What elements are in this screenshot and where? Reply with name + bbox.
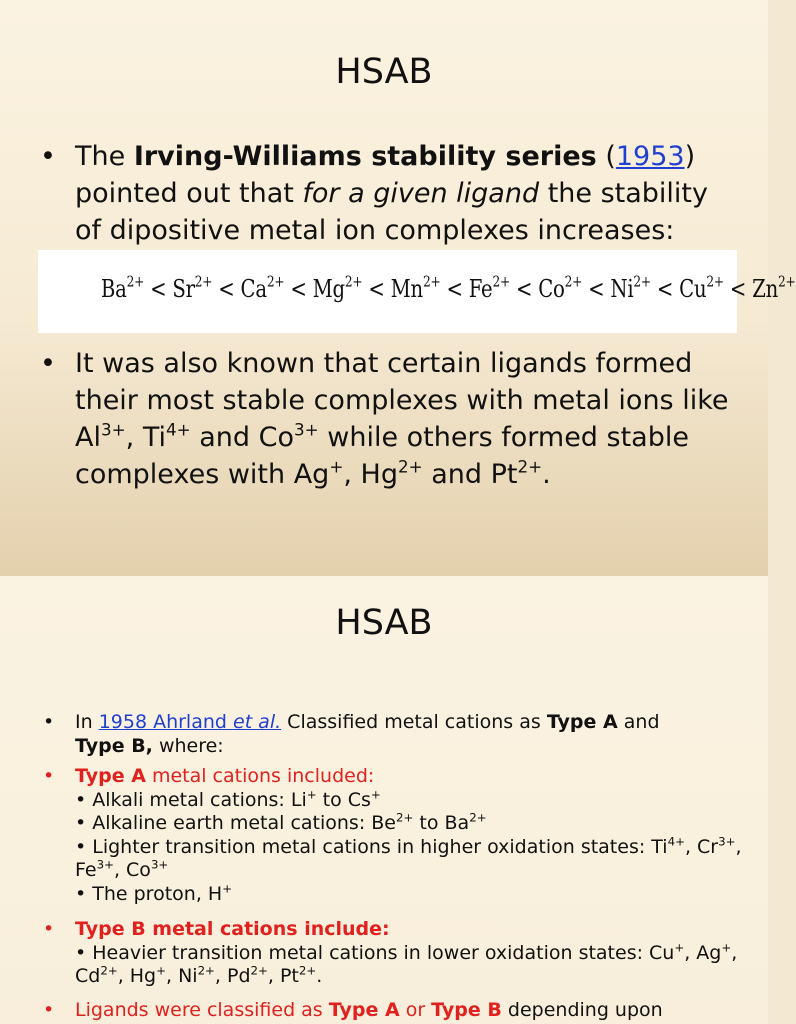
text-run: , Hg [117, 965, 157, 987]
text-run: • The proton, H [75, 882, 223, 905]
less-than-sign: < [144, 275, 173, 303]
series-ion-cu: Cu [679, 275, 707, 303]
series-ion-sr: Sr [172, 275, 195, 303]
charge-superscript: 2+ [517, 456, 543, 477]
series-ion-ca: Ca [240, 275, 267, 303]
charge-superscript: 2+ [100, 963, 118, 978]
series-ion-mg: Mg [312, 275, 345, 303]
bullet-marker: • [43, 999, 55, 1021]
text-run: or [399, 999, 432, 1021]
bullet-marker: • [43, 765, 55, 787]
charge-superscript: + [721, 940, 732, 955]
type-b-bullet [43, 918, 743, 989]
charge-superscript: 2+ [633, 272, 651, 291]
text-run: ( [596, 141, 616, 172]
charge-superscript: 2+ [396, 810, 414, 825]
charge-superscript: 2+ [344, 272, 363, 291]
less-than-sign: < [284, 275, 313, 303]
charge-superscript: 3+ [294, 419, 319, 440]
series-ion-mn: Mn [390, 275, 423, 303]
bold-term: Type A [546, 711, 618, 733]
text-run: • Alkali metal cations: Li [75, 788, 307, 811]
text-run: , Pt [267, 965, 299, 987]
irving-williams-bullet [40, 138, 730, 249]
year-1953-link[interactable]: 1953 [615, 141, 685, 172]
bold-term: Irving-Williams stability series [133, 141, 597, 172]
text-run: , Pd [214, 965, 251, 987]
charge-superscript: 3+ [718, 834, 736, 849]
charge-superscript: 2+ [397, 456, 423, 477]
text-run: , Ni [165, 965, 198, 987]
charge-superscript: + [222, 881, 233, 896]
text-run: , Hg [343, 459, 398, 490]
text-run: and [617, 711, 660, 733]
bullet-text [75, 138, 730, 249]
text-run: . [542, 459, 551, 490]
text-run: , Ti [125, 422, 166, 453]
bullet-marker: • [40, 348, 56, 379]
bold-term: Type B, [75, 734, 153, 757]
sub-item-alkaline-earth [75, 812, 743, 836]
charge-superscript: 2+ [564, 272, 583, 291]
series-ion-zn: Zn [752, 275, 779, 303]
series-ion-ni: Ni [610, 275, 634, 303]
charge-superscript: 2+ [469, 810, 487, 825]
text-run: , Co [113, 859, 151, 881]
text-run: metal cations included: [145, 765, 375, 787]
ligand-preference-bullet [40, 345, 730, 493]
text-run: to Cs [316, 788, 371, 811]
bold-term: Type A [75, 765, 146, 787]
link-text[interactable]: 1958 Ahrland [98, 711, 233, 733]
text-run: Classified metal cations as [281, 711, 547, 733]
ahrland-1958-link[interactable] [99, 711, 281, 733]
text-run: depending upon [501, 999, 663, 1021]
less-than-sign: < [509, 275, 539, 303]
text-run: , Cr [684, 835, 719, 858]
sub-item-light-transition [75, 836, 743, 883]
text-run: pointed out that [75, 178, 303, 209]
ligand-classification-bullet [43, 999, 743, 1023]
stability-series-image [38, 250, 796, 333]
link-text-italic[interactable]: et al. [233, 711, 282, 733]
charge-superscript: 3+ [96, 857, 114, 872]
text-run: In [75, 711, 99, 733]
less-than-sign: < [582, 275, 611, 303]
text-run: Ligands were classified as [75, 999, 329, 1021]
text-run: and Pt [422, 459, 518, 490]
bullet-text [75, 345, 730, 493]
charge-superscript: 2+ [197, 963, 215, 978]
sub-item-heavy-transition [75, 942, 743, 989]
slide-2-title: HSAB [335, 603, 433, 643]
text-run: to Ba [413, 812, 470, 834]
charge-superscript: 2+ [126, 272, 145, 291]
bullet-text [75, 711, 743, 758]
stability-series-equation [100, 272, 796, 303]
series-ion-fe: Fe [468, 275, 493, 303]
bold-term: Type B [431, 999, 502, 1021]
charge-superscript: 2+ [194, 272, 213, 291]
less-than-sign: < [440, 275, 469, 303]
charge-superscript: 2+ [778, 272, 796, 291]
text-run: and Co [190, 422, 295, 453]
charge-superscript: 2+ [266, 272, 285, 291]
text-run: • Heavier transition metal cations in lower oxidation states: Cu [75, 941, 675, 964]
text-run: while others formed stable complexes with Ag [75, 422, 689, 490]
charge-superscript: + [674, 940, 685, 955]
bullet-heading [75, 765, 743, 789]
charge-superscript: 2+ [706, 272, 724, 291]
text-run: ) [684, 141, 696, 172]
text-run: , Cd [75, 941, 738, 987]
charge-superscript: 3+ [100, 419, 126, 440]
bold-term: Type B metal cations include: [75, 918, 390, 940]
slide-1-title: HSAB [335, 52, 433, 92]
bullet-text [75, 999, 743, 1023]
series-ion-ba: Ba [100, 275, 127, 303]
charge-superscript: 2+ [492, 272, 510, 291]
charge-superscript: 4+ [667, 834, 685, 849]
text-run: The [75, 141, 134, 172]
bullet-marker: • [43, 711, 55, 733]
charge-superscript: + [156, 963, 166, 978]
bullet-marker: • [43, 918, 55, 940]
charge-superscript: + [370, 787, 381, 802]
bold-term: Type A [328, 999, 400, 1021]
text-run: • Lighter transition metal cations in higher oxidation states: Ti [75, 835, 668, 858]
ahrland-bullet [43, 711, 743, 758]
bullet-heading [75, 918, 743, 942]
text-run: . [316, 965, 323, 987]
type-a-bullet [43, 765, 743, 906]
italic-phrase: for a given ligand [302, 178, 540, 209]
text-run: , Fe [75, 835, 742, 881]
less-than-sign: < [362, 275, 391, 303]
charge-superscript: 4+ [166, 419, 191, 440]
text-run: , Ag [684, 941, 722, 964]
less-than-sign: < [212, 275, 241, 303]
series-ion-co: Co [538, 275, 565, 303]
charge-superscript: 2+ [422, 272, 441, 291]
charge-superscript: 2+ [250, 963, 268, 978]
text-run: the stability of dipositive metal ion complexes increases: [75, 178, 708, 246]
text-run: It was also known that certain ligands formed their most stable complexes with metal ions like Al [75, 348, 729, 453]
bullet-marker: • [40, 141, 56, 172]
text-run: where: [152, 734, 224, 757]
less-than-sign: < [723, 275, 753, 303]
charge-superscript: + [306, 787, 317, 802]
text-run: • Alkaline earth metal cations: Be [75, 812, 396, 834]
charge-superscript: 3+ [150, 857, 169, 872]
less-than-sign: < [650, 275, 680, 303]
charge-superscript: 2+ [298, 963, 317, 978]
sub-item-alkali [75, 789, 743, 813]
charge-superscript: + [329, 456, 344, 477]
sub-item-proton [75, 883, 743, 907]
